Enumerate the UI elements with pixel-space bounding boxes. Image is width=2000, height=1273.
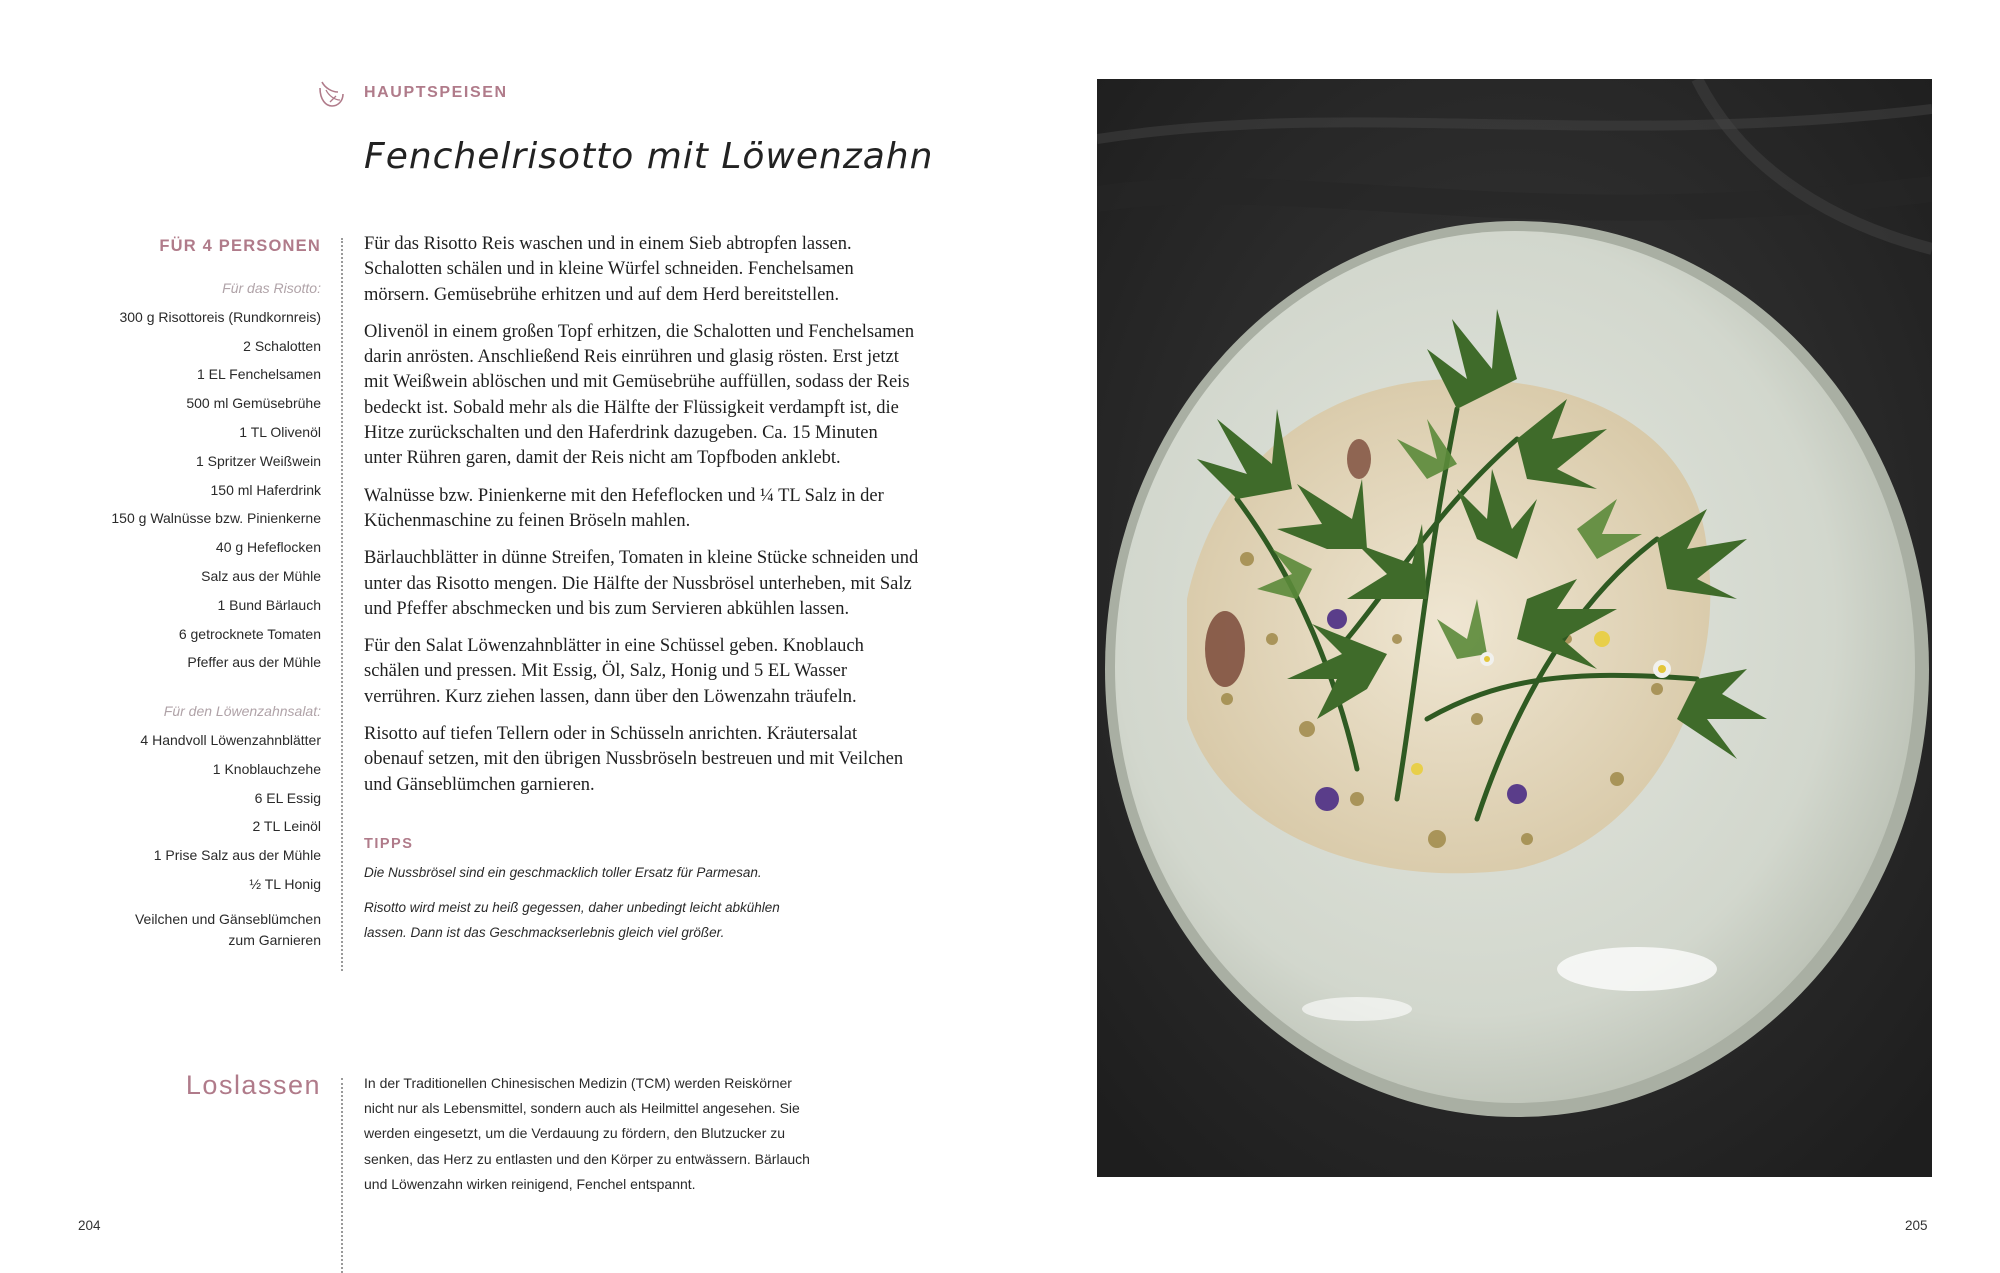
sidebar-title: Loslassen — [185, 1070, 321, 1100]
servings-label: FÜR 4 PERSONEN — [159, 237, 321, 255]
tip-line: lassen. Dann ist das Geschmackserlebnis gleich viel größer. — [364, 925, 725, 940]
ingredient-item: 2 Schalotten — [243, 337, 321, 354]
sidebar-line: nicht nur als Lebensmittel, sondern auch als Heilmittel angesehen. Sie — [364, 1100, 800, 1117]
ingredient-item: 40 g Hefeflocken — [215, 539, 321, 556]
method-step: Olivenöl in einem großen Topf erhitzen, die Schalotten und Fenchelsamen darin anrösten. Anschließend Reis einrühren und glasig rösten. Erst jetzt mit Weißwein ablöschen und mit Gemüsebrühe auffüllen, sodass der Reis bedeckt ist. Sobald mehr als die Hälfte der Flüssigkeit verdampft ist, die Hitze zurückschalten und den Haferdrink dazugeben. Ca. 15 Minuten unter Rühren garen, damit der Reis nicht am Topfboden anklebt. — [364, 321, 915, 469]
garnish-line: Veilchen und Gänseblümchen — [134, 910, 321, 927]
ingredient-subheading-risotto: Für das Risotto: — [222, 280, 321, 296]
leaf-bowl-icon — [316, 78, 346, 110]
ingredient-item: 6 EL Essig — [254, 789, 321, 806]
ingredient-list — [61, 274, 321, 951]
ingredient-item: 6 getrocknete Tomaten — [178, 625, 321, 642]
ingredient-item: 1 Knoblauchzehe — [212, 760, 321, 777]
ingredient-item: 150 ml Haferdrink — [210, 481, 321, 498]
sidebar-line: senken, das Herz zu entlasten und den Körper zu entwässern. Bärlauch — [364, 1150, 810, 1167]
sidebar-text — [364, 1071, 834, 1197]
category-label: HAUPTSPEISEN — [364, 84, 508, 101]
tips-heading: TIPPS — [364, 836, 414, 852]
ingredient-item: 4 Handvoll Löwenzahnblätter — [140, 731, 321, 748]
ingredient-item: Salz aus der Mühle — [201, 567, 321, 584]
ingredient-item: 500 ml Gemüsebrühe — [186, 395, 321, 412]
sidebar-line: werden eingesetzt, um die Verdauung zu fördern, den Blutzucker zu — [364, 1125, 786, 1142]
ingredient-item: 150 g Walnüsse bzw. Pinienkerne — [111, 510, 321, 527]
sidebar-line: In der Traditionellen Chinesischen Medizin (TCM) werden Reiskörner — [364, 1075, 792, 1091]
sidebar-line: und Löwenzahn wirken reinigend, Fenchel entspannt. — [364, 1175, 696, 1192]
ingredient-item: Pfeffer aus der Mühle — [187, 654, 321, 671]
ingredient-item: 1 EL Fenchelsamen — [197, 366, 321, 383]
tip-item — [364, 895, 834, 945]
method-steps — [364, 232, 920, 810]
page-number-right: 205 — [1905, 1218, 1928, 1233]
page-number-left: 204 — [78, 1218, 101, 1233]
ingredient-item: 1 Spritzer Weißwein — [195, 452, 321, 469]
recipe-title: Fenchelrisotto mit Löwenzahn — [364, 136, 934, 177]
garnish-line: zum Garnieren — [228, 931, 321, 948]
tip-line: Risotto wird meist zu heiß gegessen, daher unbedingt leicht abkühlen — [364, 900, 780, 915]
ingredient-divider — [341, 238, 343, 971]
method-step: Bärlauchblätter in dünne Streifen, Tomaten in kleine Stücke schneiden und unter das Risotto mengen. Die Hälfte der Nussbrösel unterheben, mit Salz und Pfeffer abschmecken und bis zum Servieren abkühlen lassen. — [364, 548, 919, 619]
dish-photo — [1097, 79, 1932, 1177]
ingredient-item: 1 Prise Salz aus der Mühle — [153, 847, 321, 864]
sidebar-divider — [341, 1078, 343, 1273]
ingredient-subheading-salad: Für den Löwenzahnsalat: — [163, 703, 321, 720]
ingredient-item: 1 TL Olivenöl — [239, 423, 321, 440]
dish-photo-illustration — [1097, 79, 1932, 1177]
ingredient-item: 2 TL Leinöl — [252, 818, 321, 835]
method-step: Für den Salat Löwenzahnblätter in eine Schüssel geben. Knoblauch schälen und pressen. Mit Essig, Öl, Salz, Honig und 5 EL Wasser verrühren. Kurz ziehen lassen, dann über den Löwenzahn träufeln. — [364, 636, 864, 707]
garnish-note — [61, 909, 321, 951]
tip-item: Die Nussbrösel sind ein geschmacklich toller Ersatz für Parmesan. — [364, 865, 762, 880]
method-step: Für das Risotto Reis waschen und in einem Sieb abtropfen lassen. Schalotten schälen und in kleine Würfel schneiden. Fenchelsamen mörsern. Gemüsebrühe erhitzen und auf dem Herd bereitstellen. — [364, 234, 854, 305]
method-step: Risotto auf tiefen Tellern oder in Schüsseln anrichten. Kräutersalat obenauf setzen, mit den übrigen Nussbröseln bestreuen und mit Veilchen und Gänseblümchen garnieren. — [364, 724, 904, 795]
ingredient-item: 300 g Risottoreis (Rundkornreis) — [119, 308, 321, 325]
method-step: Walnüsse bzw. Pinienkerne mit den Hefeflocken und ¼ TL Salz in der Küchenmaschine zu feinen Bröseln mahlen. — [364, 485, 884, 531]
ingredient-item: ½ TL Honig — [249, 875, 321, 892]
ingredient-item: 1 Bund Bärlauch — [217, 596, 321, 613]
